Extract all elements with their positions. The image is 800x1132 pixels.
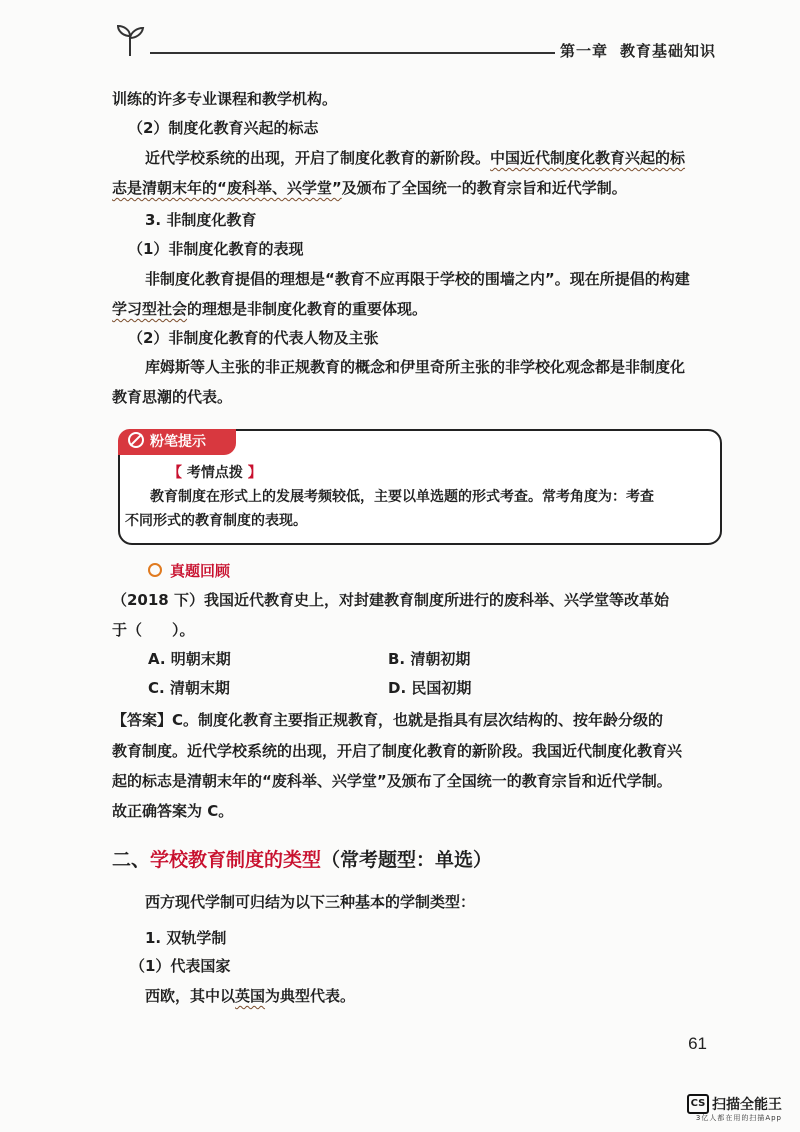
wavy-text: 中国近代制度化教育兴起的标	[490, 149, 686, 167]
subheading: （1）代表国家	[130, 957, 231, 975]
chapter-number: 第一章	[559, 42, 608, 60]
section-title-text: 学校教育制度的类型	[150, 849, 322, 871]
scanner-slogan: 3亿人都在用的扫描App	[695, 1114, 782, 1122]
wavy-text: 英国	[235, 987, 266, 1005]
text-span: 西欧，其中以	[145, 987, 236, 1005]
page-number: 61	[688, 1034, 707, 1053]
cs-logo-icon: CS	[687, 1094, 709, 1114]
text-line	[145, 147, 685, 169]
subheading: （2）制度化教育兴起的标志	[128, 119, 319, 137]
tip-subtitle: 【 考情点拨 】	[168, 465, 262, 481]
text-line: 教育思潮的代表。	[112, 388, 233, 406]
text-span: 为典型代表。	[265, 987, 356, 1005]
question-heading	[148, 560, 230, 582]
question-heading-text: 真题回顾	[170, 562, 231, 580]
tip-tab	[118, 429, 236, 455]
header-rule	[150, 52, 555, 54]
answer-line: 起的标志是清朝末年的“废科举、兴学堂”及颁布了全国统一的教育宗旨和近代学制。	[112, 772, 672, 790]
scanner-name: 扫描全能王	[712, 1096, 782, 1113]
text-line: 训练的许多专业课程和教学机构。	[112, 90, 338, 108]
text-line: 西方现代学制可归结为以下三种基本的学制类型：	[145, 893, 476, 911]
chapter-heading	[548, 40, 716, 61]
section-title	[112, 845, 492, 872]
chapter-title: 教育基础知识	[619, 42, 716, 60]
section-prefix: 二、	[112, 849, 151, 871]
wavy-text: 志是清朝末年的“废科举、兴学堂”	[112, 179, 342, 197]
text-line	[112, 298, 427, 320]
question-stem: （2018 下）我国近代教育史上，对封建教育制度所进行的废科举、兴学堂等改革始	[112, 591, 669, 609]
text-line: 库姆斯等人主张的非正规教育的概念和伊里奇所主张的非学校化观念都是非制度化	[145, 358, 686, 376]
wavy-text: 学习型社会	[112, 300, 188, 318]
option-d: D. 民国初期	[388, 679, 472, 697]
subheading: （2）非制度化教育的代表人物及主张	[128, 329, 379, 347]
text-line	[145, 985, 355, 1007]
tip-tab-label: 粉笔提示	[150, 434, 206, 450]
sun-icon	[148, 563, 162, 577]
leaf-icon	[112, 22, 148, 58]
tip-subtitle-text: 考情点拨	[186, 465, 243, 481]
text-line: 非制度化教育提倡的理想是“教育不应再限于学校的围墙之内”。现在所提倡的构建	[145, 270, 690, 288]
text-line	[112, 177, 627, 199]
answer-label: 【答案】	[112, 711, 173, 729]
answer-text: C。制度化教育主要指正规教育，也就是指具有层次结构的、按年龄分级的	[172, 711, 664, 729]
subheading: （1）非制度化教育的表现	[128, 240, 304, 258]
option-b: B. 清朝初期	[388, 650, 471, 668]
answer-line: 故正确答案为 C。	[112, 802, 234, 820]
no-sign-icon	[128, 432, 144, 448]
option-a: A. 明朝末期	[148, 650, 231, 668]
question-stem: 于（ ）。	[112, 621, 195, 639]
subheading: 1. 双轨学制	[145, 929, 227, 947]
text-span: 近代学校系统的出现，开启了制度化教育的新阶段。	[145, 149, 491, 167]
section-suffix: （常考题型：单选）	[321, 849, 493, 871]
answer-line	[112, 709, 663, 731]
answer-line: 教育制度。近代学校系统的出现，开启了制度化教育的新阶段。我国近代制度化教育兴	[112, 742, 683, 760]
text-span: 及颁布了全国统一的教育宗旨和近代学制。	[341, 179, 627, 197]
tip-line: 不同形式的教育制度的表现。	[125, 513, 307, 529]
text-span: 的理想是非制度化教育的重要体现。	[187, 300, 428, 318]
subheading: 3. 非制度化教育	[145, 211, 257, 229]
tip-line: 教育制度在形式上的发展考频较低，主要以单选题的形式考查。常考角度为：考查	[150, 489, 654, 505]
scanner-logo	[687, 1093, 782, 1114]
option-c: C. 清朝末期	[148, 679, 230, 697]
